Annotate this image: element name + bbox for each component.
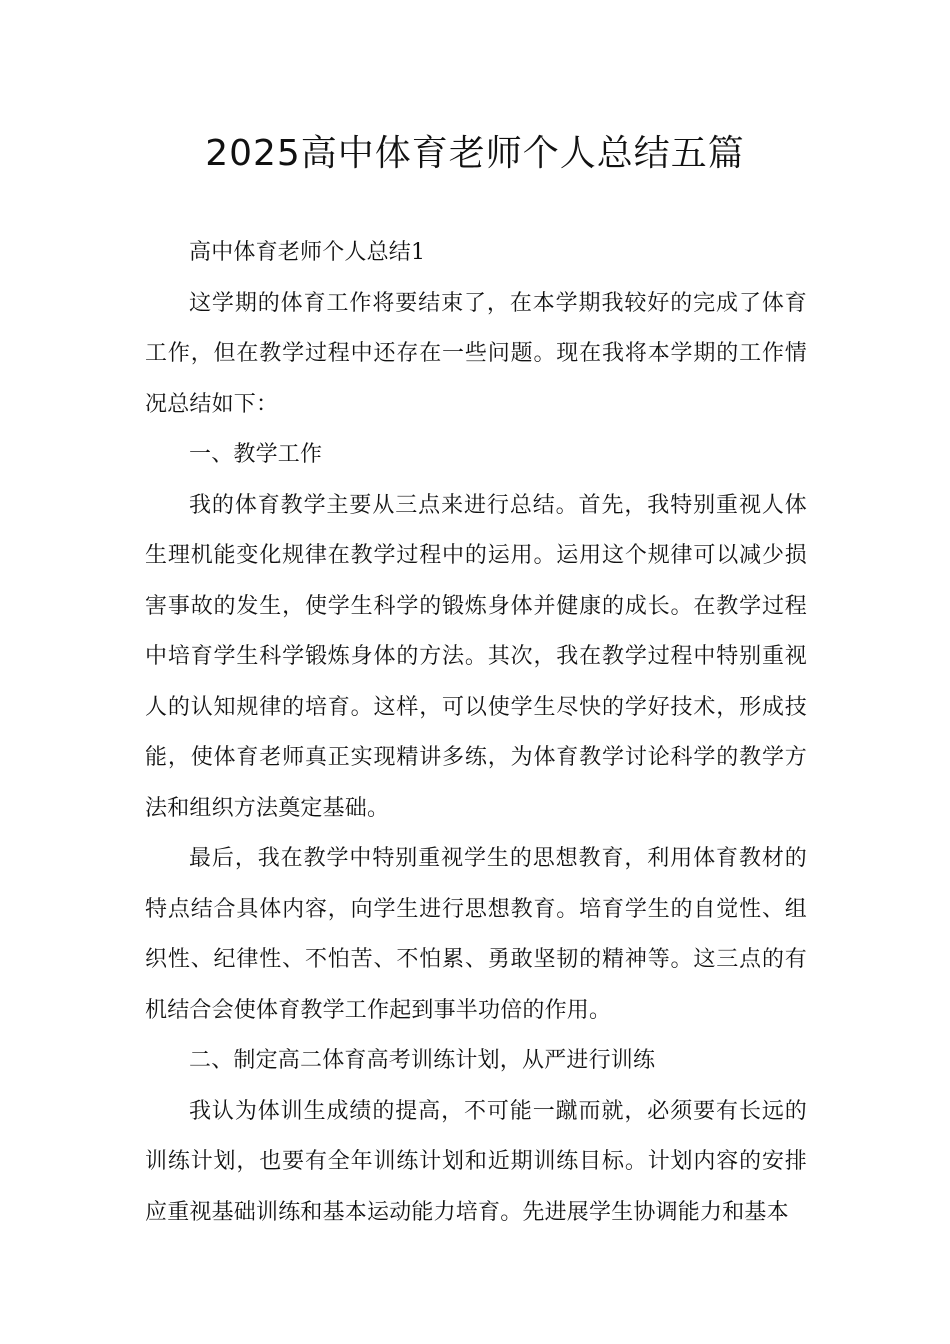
document-body xyxy=(145,228,807,1238)
training-paragraph: 我认为体训生成绩的提高，不可能一蹴而就，必须要有长远的训练计划，也要有全年训练计划和近期训练目标。计划内容的安排应重视基础训练和基本运动能力培育。先进展学生协调能力和基本 xyxy=(145,1098,807,1225)
section-heading-summary-1: 高中体育老师个人总结1 xyxy=(189,240,426,265)
section-heading-training: 二、制定高二体育高考训练计划，从严进行训练 xyxy=(189,1048,656,1073)
intro-paragraph: 这学期的体育工作将要结束了，在本学期我较好的完成了体育工作，但在教学过程中还存在一些问题。现在我将本学期的工作情况总结如下： xyxy=(145,290,807,417)
teaching-paragraph: 我的体育教学主要从三点来进行总结。首先，我特别重视人体生理机能变化规律在教学过程中的运用。运用这个规律可以减少损害事故的发生，使学生科学的锻炼身体并健康的成长。在教学过程中培育学生科学锻炼身体的方法。其次，我在教学过程中特别重视人的认知规律的培育。这样，可以使学生尽快的学好技术，形成技能，使体育老师真正实现精讲多练，为体育教学讨论科学的教学方法和组织方法奠定基础。 xyxy=(145,492,807,821)
education-paragraph: 最后，我在教学中特别重视学生的思想教育，利用体育教材的特点结合具体内容，向学生进行思想教育。培育学生的自觉性、组织性、纪律性、不怕苦、不怕累、勇敢坚韧的精神等。这三点的有机结合会使体育教学工作起到事半功倍的作用。 xyxy=(145,846,807,1023)
document-title: 2025高中体育老师个人总结五篇 xyxy=(205,133,745,174)
section-heading-teaching: 一、教学工作 xyxy=(189,442,323,467)
